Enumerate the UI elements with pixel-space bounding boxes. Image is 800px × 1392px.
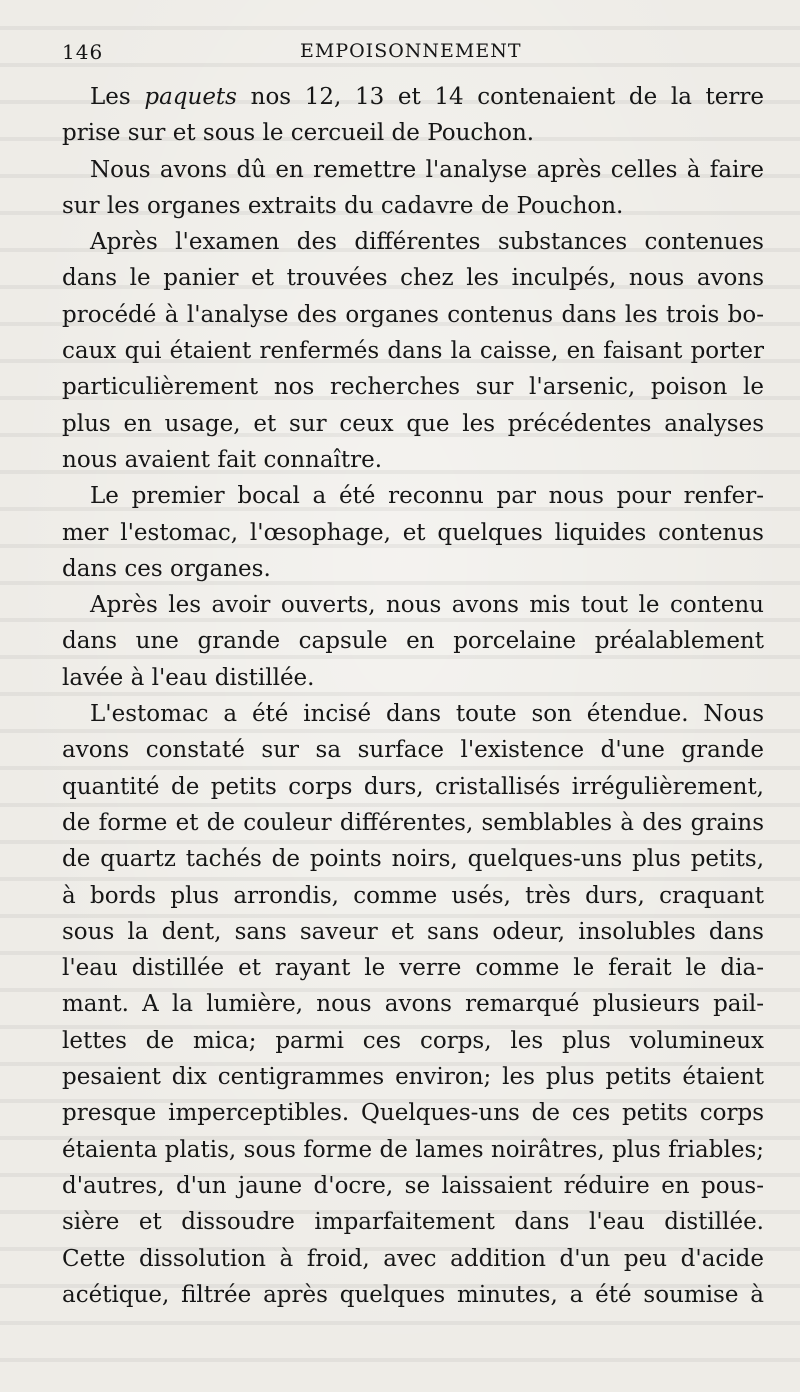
text-line: Après les avoir ouverts, nous avons mis tout le contenu [90, 592, 764, 619]
running-title: EMPOISONNEMENT [300, 40, 522, 62]
text-line: Nous avons dû en remettre l'analyse après celles à faire [90, 156, 764, 183]
text-line: quantité de petits corps durs, cristallisés irrégulièrement, [62, 773, 764, 800]
text-line: Les paquets nos 12, 13 et 14 contenaient de la terre [90, 84, 765, 110]
text-line: acétique, filtrée après quelques minutes, a été soumise à [62, 1281, 764, 1308]
text-line: mer l'estomac, l'œsophage, et quelques liquides contenus [62, 519, 764, 546]
text-line: plus en usage, et sur ceux que les précédentes analyses [62, 410, 764, 437]
text-line: d'autres, d'un jaune d'ocre, se laissaient réduire en pous- [62, 1172, 764, 1199]
text-line: pesaient dix centigrammes environ; les plus petits étaient [62, 1064, 764, 1091]
text-line: presque imperceptibles. Quelques-uns de ces petits corps [62, 1100, 764, 1127]
text-line: mant. A la lumière, nous avons remarqué plusieurs pail- [62, 991, 764, 1018]
text-line: avons constaté sur sa surface l'existence d'une grande [62, 737, 764, 764]
text-line: procédé à l'analyse des organes contenus dans les trois bo- [62, 301, 764, 328]
text-line: Le premier bocal a été reconnu par nous pour renfer- [90, 483, 764, 510]
page-number: 146 [62, 40, 104, 64]
text-line: Après l'examen des différentes substances contenues [90, 229, 764, 256]
text-line: particulièrement nos recherches sur l'arsenic, poison le [62, 374, 764, 401]
text-line: Cette dissolution à froid, avec addition d'un peu d'acide [62, 1245, 764, 1272]
text-line: prise sur et sous le cercueil de Pouchon. [62, 120, 535, 147]
text-line: étaienta platis, sous forme de lames noirâtres, plus friables; [62, 1136, 764, 1163]
text-line: lavée à l'eau distillée. [62, 664, 315, 691]
text-line: dans une grande capsule en porcelaine préalablement [62, 628, 764, 655]
text-line: nous avaient fait connaître. [62, 446, 383, 473]
text-line: sière et dissoudre imparfaitement dans l'eau distillée. [62, 1209, 764, 1236]
text-line: dans ces organes. [62, 555, 271, 582]
text-line: sous la dent, sans saveur et sans odeur, insolubles dans [62, 918, 764, 945]
text-line: l'eau distillée et rayant le verre comme le ferait le dia- [62, 955, 764, 982]
text-line: caux qui étaient renfermés dans la caisse, en faisant porter [62, 338, 764, 365]
page-header [62, 36, 762, 66]
text-line: dans le panier et trouvées chez les inculpés, nous avons [62, 265, 764, 292]
body-text [62, 79, 764, 1313]
text-line: de forme et de couleur différentes, semblables à des grains [62, 809, 764, 836]
text-line: à bords plus arrondis, comme usés, très durs, craquant [62, 882, 764, 909]
text-line: lettes de mica; parmi ces corps, les plus volumineux [62, 1027, 764, 1054]
text-line: de quartz tachés de points noirs, quelques-uns plus petits, [62, 846, 764, 873]
text-line: sur les organes extraits du cadavre de Pouchon. [62, 192, 624, 219]
text-line: L'estomac a été incisé dans toute son étendue. Nous [90, 701, 764, 728]
